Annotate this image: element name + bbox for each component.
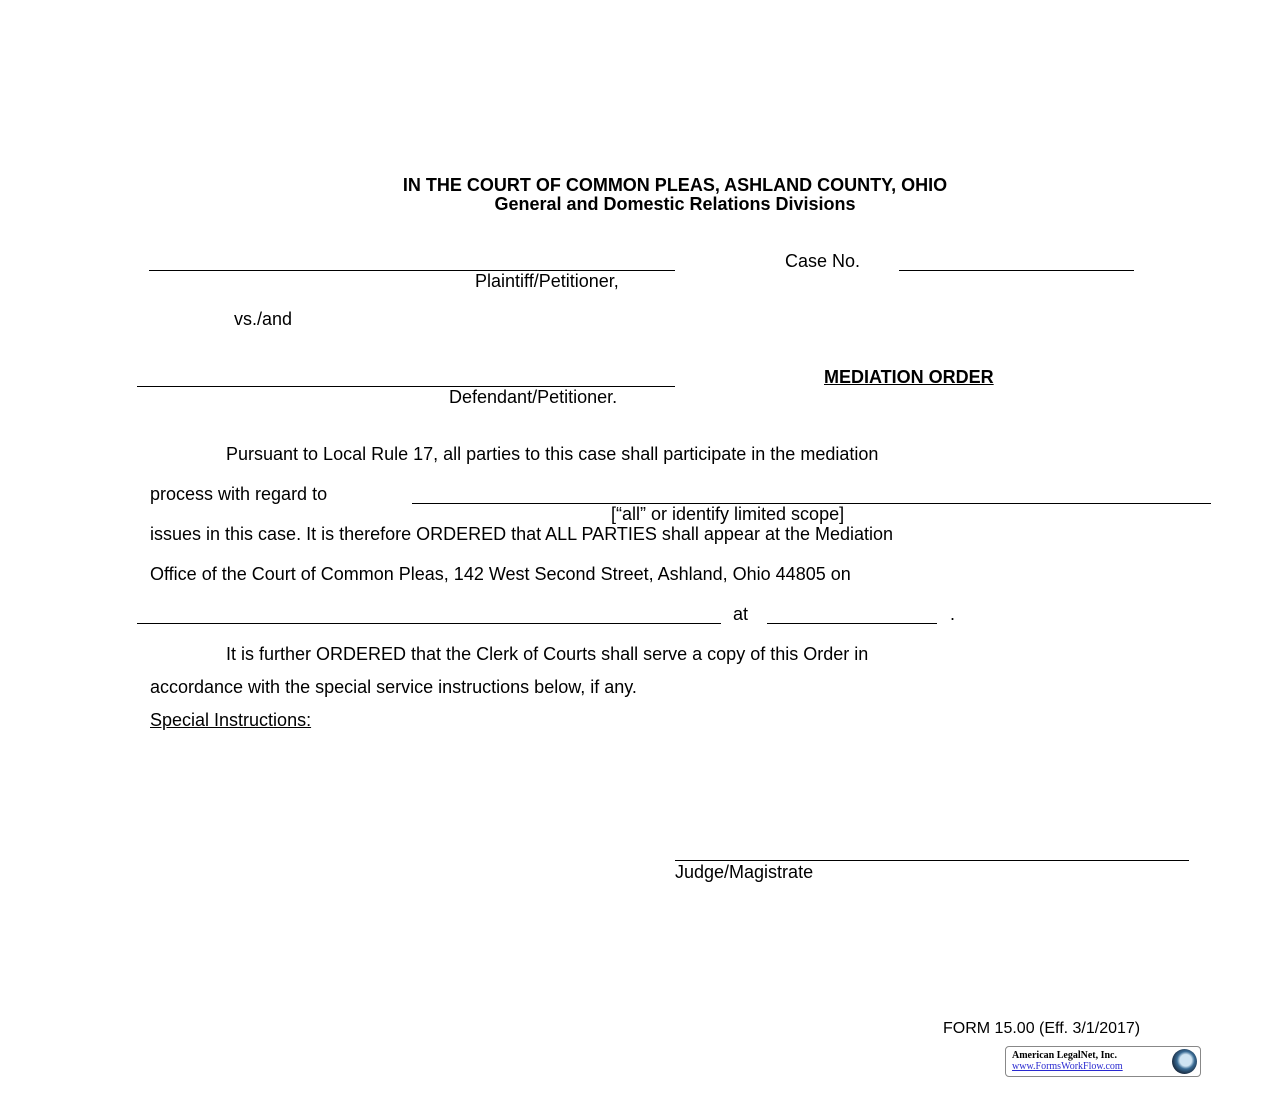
vs-label: vs./and bbox=[234, 309, 293, 329]
judge-signature-line[interactable] bbox=[675, 860, 1189, 861]
paragraph-2-line-2: accordance with the special service instructions below, if any. bbox=[150, 677, 637, 697]
at-label: at bbox=[733, 604, 749, 624]
paragraph-1-line-1: Pursuant to Local Rule 17, all parties to this case shall participate in the mediation bbox=[226, 444, 879, 464]
period: . bbox=[950, 604, 956, 624]
globe-icon bbox=[1172, 1049, 1197, 1074]
document-title: MEDIATION ORDER bbox=[824, 367, 994, 387]
division-heading: General and Domestic Relations Divisions bbox=[494, 194, 856, 214]
case-no-field[interactable] bbox=[899, 270, 1134, 271]
mediation-time-field[interactable] bbox=[767, 623, 937, 624]
mediation-date-field[interactable] bbox=[137, 623, 721, 624]
paragraph-2-line-1: It is further ORDERED that the Clerk of Courts shall serve a copy of this Order in bbox=[226, 644, 869, 664]
form-id: FORM 15.00 (Eff. 3/1/2017) bbox=[943, 1020, 1141, 1037]
scope-hint: [“all” or identify limited scope] bbox=[611, 504, 845, 524]
special-instructions-label: Special Instructions: bbox=[150, 710, 312, 730]
paragraph-1-line-3: issues in this case. It is therefore ORDERED that ALL PARTIES shall appear at the Mediation bbox=[150, 524, 894, 544]
signature-label: Judge/Magistrate bbox=[675, 862, 814, 882]
court-heading: IN THE COURT OF COMMON PLEAS, ASHLAND COUNTY, OHIO bbox=[402, 175, 948, 195]
logo-company: American LegalNet, Inc. bbox=[1012, 1050, 1117, 1061]
paragraph-1-line-2: process with regard to bbox=[150, 484, 328, 504]
plaintiff-label: Plaintiff/Petitioner, bbox=[475, 271, 619, 291]
defendant-label: Defendant/Petitioner. bbox=[449, 387, 618, 407]
paragraph-1-line-4: Office of the Court of Common Pleas, 142 West Second Street, Ashland, Ohio 44805 on bbox=[150, 564, 851, 584]
logo-url-link[interactable]: www.FormsWorkFlow.com bbox=[1012, 1061, 1123, 1072]
case-no-label: Case No. bbox=[785, 251, 861, 271]
american-legalnet-logo[interactable] bbox=[1005, 1046, 1201, 1077]
